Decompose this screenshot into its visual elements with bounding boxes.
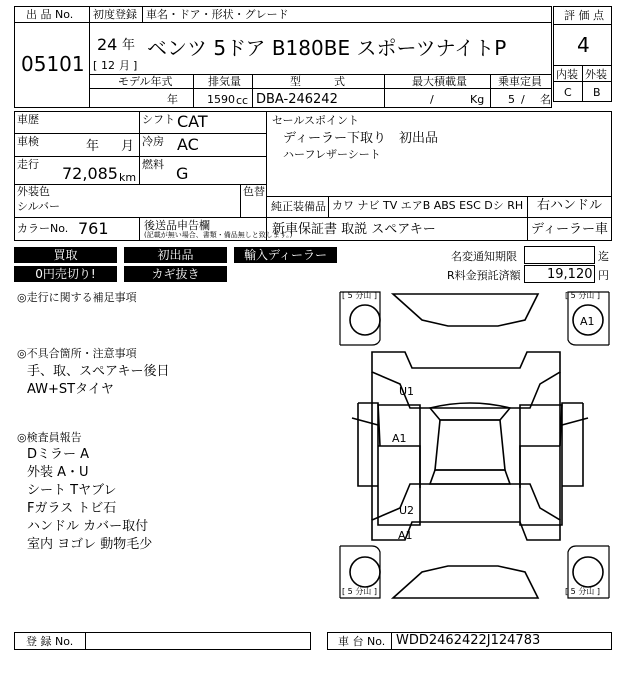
- left-side-panel: [358, 403, 378, 486]
- buy-badge: 買取: [14, 247, 117, 263]
- zero-yen-badge: 0円売切り!: [14, 266, 117, 282]
- name-change-label: 名変通知期限: [451, 250, 517, 263]
- after-report-note: (記載が無い場合、書類・備品無しと致します。): [144, 231, 293, 239]
- color-no-label: カラーNo.: [17, 222, 69, 235]
- lot-label: 出 品 No.: [26, 8, 74, 21]
- capacity-value: 5: [508, 93, 515, 106]
- chassis-label: 車 台 No.: [338, 635, 386, 648]
- tire-front-left-label: [ 5 分山 ]: [342, 291, 377, 300]
- exterior-grade: B: [593, 86, 601, 99]
- recycle-amount: 19,120: [547, 267, 593, 282]
- name-change-unit: 迄: [598, 250, 609, 263]
- first-registration-month: 12: [101, 59, 115, 72]
- inspection-label: 車検: [17, 135, 39, 148]
- steering-value: 右ハンドル: [537, 198, 603, 213]
- month-bracket-close: ]: [133, 59, 138, 72]
- first-registration-label: 初度登録: [93, 8, 137, 21]
- rear-bumper-shape: [393, 566, 538, 598]
- defects-line-1: 手、取、スペアキー後日: [27, 364, 170, 379]
- registration-label: 登 録 No.: [26, 635, 74, 648]
- tire-rear-left-label: [ 5 分山 ]: [342, 587, 377, 596]
- key-removed-badge: カギ抜き: [124, 266, 227, 282]
- tire-rear-left-value: 5: [347, 587, 356, 596]
- ext-color-label: 外装色: [17, 185, 50, 198]
- mark-u1: U1: [399, 385, 415, 398]
- wheel-front-left: [350, 305, 380, 335]
- after-report-label: 後送品申告欄: [144, 219, 210, 232]
- left-rear-fender: [378, 446, 420, 488]
- wheel-rear-right: [573, 557, 603, 587]
- tire-front-right-unit: 分山: [578, 291, 595, 300]
- right-doors: [520, 405, 562, 525]
- fuel-value: G: [176, 164, 189, 183]
- inspector-line-2: 外装 A・U: [27, 465, 89, 480]
- tire-front-right-label: [ 5 分山 ]: [565, 291, 600, 300]
- mark-a1-side: A1: [392, 432, 407, 445]
- defects-line-2: AW+STタイヤ: [27, 382, 114, 397]
- documents-value: 新車保証書 取説 スペアキー: [272, 222, 436, 237]
- capacity-label: 乗車定員: [498, 75, 542, 88]
- inspector-line-5: ハンドル カバー取付: [27, 519, 149, 534]
- inspector-line-4: Fガラス トビ石: [27, 501, 117, 516]
- color-no-value: 761: [78, 219, 109, 238]
- inspector-line-6: 室内 ヨゴレ 動物毛少: [27, 537, 153, 552]
- mark-a1-front-right: A1: [580, 315, 595, 328]
- interior-label: 内装: [556, 68, 578, 81]
- shift-label: シフト: [142, 113, 175, 126]
- equipment-value: カワ ナビ TV エアB ABS ESC Dシ RH: [332, 199, 524, 212]
- mark-u2: U2: [399, 504, 415, 517]
- recycle-label: R料金預託済額: [447, 269, 521, 282]
- mileage-unit: km: [119, 171, 137, 184]
- grade-label: 評 価 点: [564, 9, 604, 22]
- cooler-label: 冷房: [142, 135, 164, 148]
- inspection-year-unit: 年: [86, 139, 100, 154]
- month-unit: 月: [119, 59, 130, 72]
- inspection-month-unit: 月: [121, 139, 135, 154]
- wheel-rear-left: [350, 557, 380, 587]
- capacity-unit: 名: [540, 93, 551, 106]
- left-mirror: [352, 418, 378, 425]
- interior-grade: C: [564, 86, 572, 99]
- cooler-value: AC: [177, 135, 199, 154]
- right-side-panel: [562, 403, 583, 486]
- inspector-line-3: シート Tヤブレ: [27, 483, 117, 498]
- registration-sep: [85, 632, 86, 650]
- model-label: 型 式: [290, 75, 345, 88]
- history-label: 車歴: [17, 113, 39, 126]
- windshield: [430, 403, 510, 420]
- max-load-label: 最大積載量: [412, 75, 467, 88]
- hood-shape: [372, 352, 560, 408]
- right-mirror: [562, 418, 588, 425]
- model-year-unit: 年: [167, 93, 178, 106]
- inspector-line-1: Dミラー A: [27, 447, 90, 462]
- exterior-label: 外装: [585, 68, 607, 81]
- chassis-number: WDD2462422J124783: [396, 633, 541, 648]
- sales-point-line-2: ハーフレザーシート: [283, 148, 381, 161]
- displacement-value: 1590: [207, 93, 235, 106]
- shift-value: CAT: [177, 112, 208, 131]
- displacement-label: 排気量: [208, 75, 241, 88]
- first-registration-year: 24: [97, 35, 118, 54]
- ext-color-value: シルバー: [17, 200, 60, 213]
- repaint-label: 色替: [243, 185, 265, 198]
- tire-front-left-value: 5: [347, 291, 356, 300]
- rear-window: [430, 470, 510, 484]
- mark-a1-rear: A1: [398, 529, 413, 542]
- max-load-unit: Kg: [470, 93, 485, 106]
- recycle-unit: 円: [598, 269, 609, 282]
- max-load-value: /: [430, 93, 434, 106]
- driving-remarks-title: ◎走行に関する補足事項: [17, 291, 137, 304]
- import-dealer-badge: 輸入ディーラー: [234, 247, 337, 263]
- tire-front-right-value: 5: [570, 291, 579, 300]
- sales-point-label: セールスポイント: [272, 114, 360, 127]
- mileage-value: 72,085: [62, 164, 118, 183]
- defects-title: ◎不具合箇所・注意事項: [17, 347, 137, 360]
- dealer-value: ディーラー車: [531, 222, 608, 237]
- capacity-separator: /: [521, 93, 525, 106]
- roof: [435, 420, 505, 470]
- vehicle-label: 車名・ドア・形状・グレード: [146, 8, 289, 21]
- mileage-label: 走行: [17, 158, 39, 171]
- model-year-label: モデル年式: [118, 75, 173, 88]
- vehicle-name: ベンツ 5ドア B180BE スポーツナイトP: [147, 36, 507, 60]
- tire-rear-right-label: [ 5 分山 ]: [565, 587, 600, 596]
- year-unit: 年: [122, 38, 136, 53]
- sales-point-line-1: ディーラー下取り 初出品: [283, 131, 438, 146]
- inspector-title: ◎検査員報告: [17, 431, 82, 444]
- tire-rear-left-unit: 分山: [355, 587, 372, 596]
- first-listing-badge: 初出品: [124, 247, 227, 263]
- chassis-sep: [391, 632, 392, 650]
- lot-number: 05101: [21, 52, 85, 76]
- tire-rear-right-unit: 分山: [578, 587, 595, 596]
- equipment-label: 純正装備品: [271, 200, 326, 213]
- grade-score: 4: [577, 33, 590, 57]
- model-code: DBA-246242: [256, 92, 338, 107]
- month-bracket-open: [: [93, 59, 98, 72]
- displacement-unit: cc: [236, 94, 249, 107]
- tire-front-left-unit: 分山: [355, 291, 372, 300]
- tire-rear-right-value: 5: [570, 587, 579, 596]
- fuel-label: 燃料: [142, 158, 164, 171]
- front-bumper-shape: [393, 294, 538, 326]
- right-rear-fender: [520, 446, 560, 488]
